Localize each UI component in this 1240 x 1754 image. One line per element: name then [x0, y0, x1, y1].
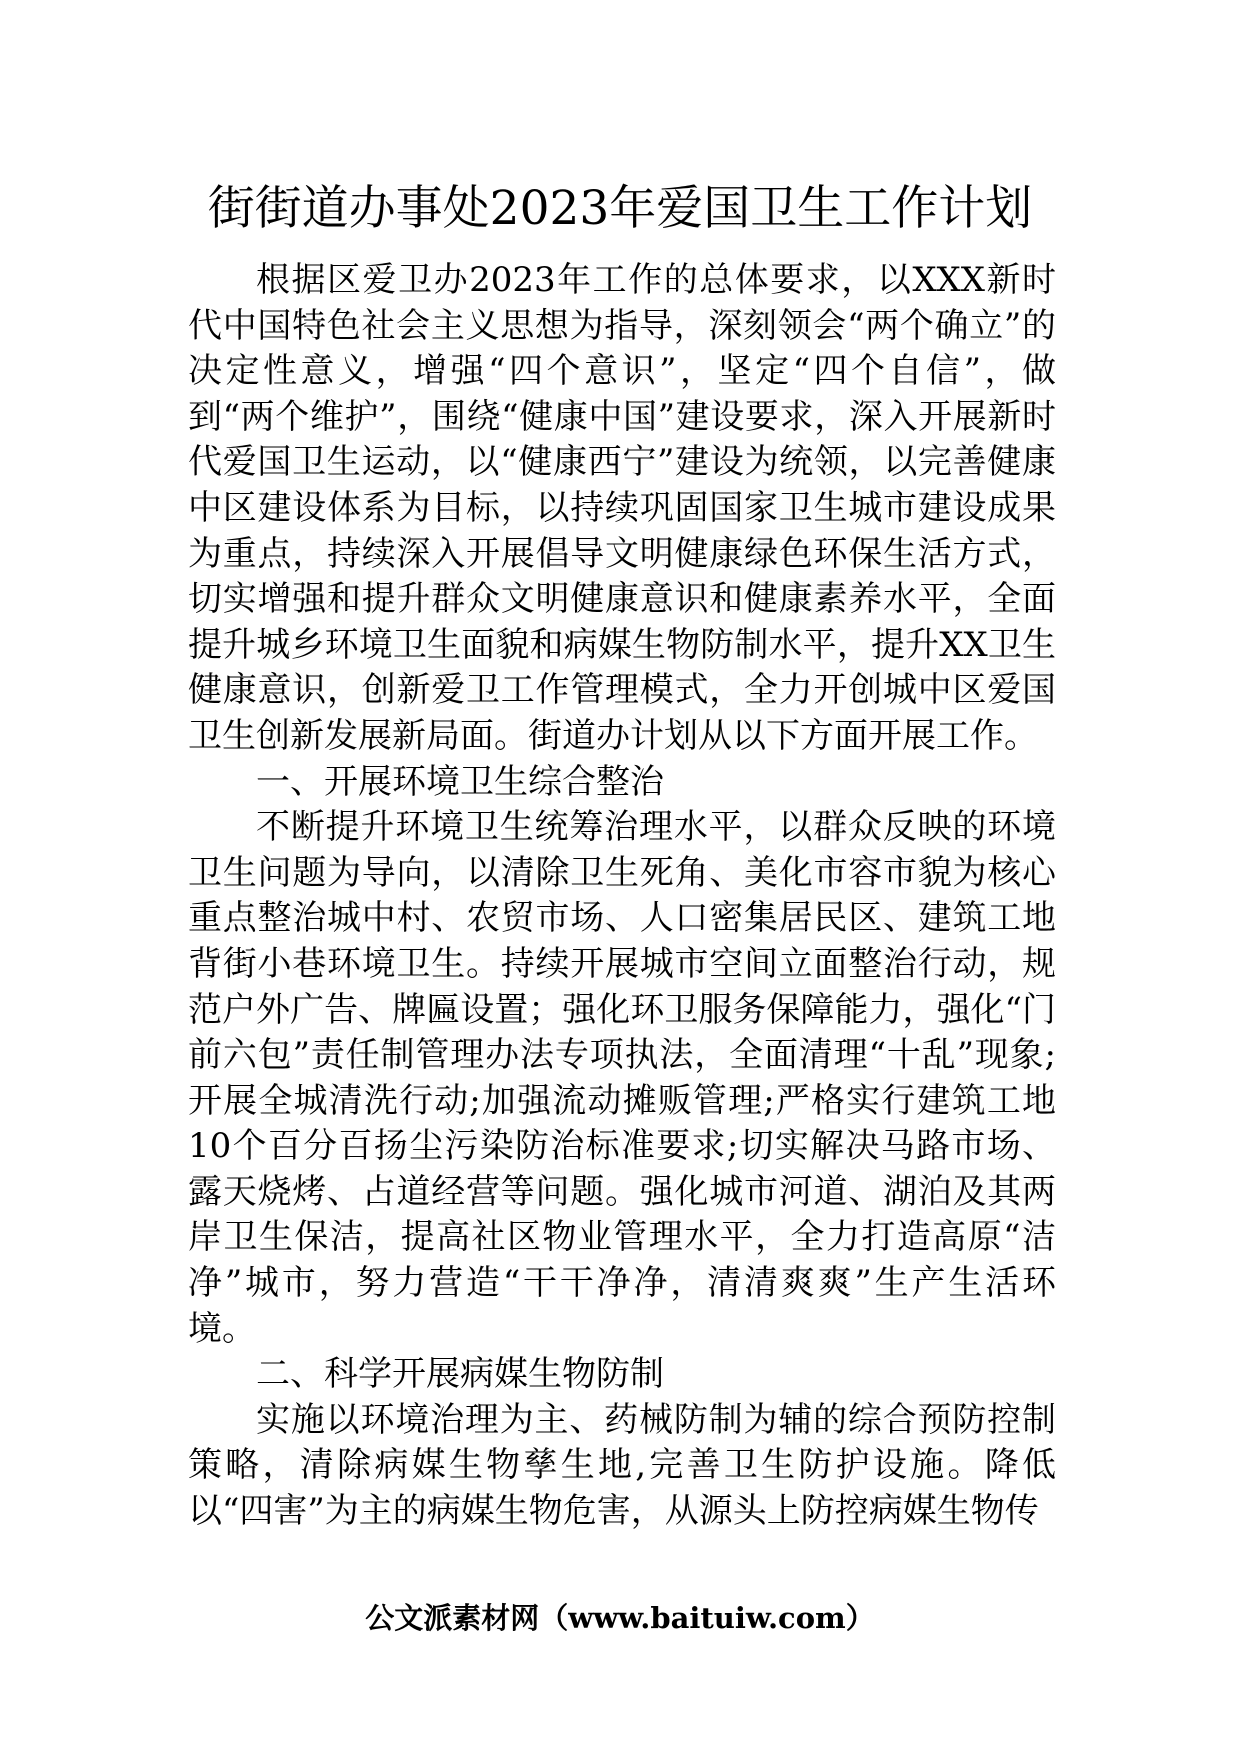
section-2-paragraph: 实施以环境治理为主、药械防制为辅的综合预防控制策略，清除病媒生物孳生地,完善卫生防护设施。降低以“四害”为主的病媒生物危害，从源头上防控病媒生物传 [188, 1399, 1056, 1532]
section-1-heading: 一、开展环境卫生综合整治 [256, 761, 664, 802]
footer-watermark: 公文派素材网（www.baituiw.com） [365, 1601, 875, 1635]
document-title: 街街道办事处2023年爱国卫生工作计划 [207, 181, 1033, 236]
section-2-heading: 二、科学开展病媒生物防制 [256, 1354, 664, 1395]
document-body [188, 258, 1056, 1535]
section-1-paragraph: 不断提升环境卫生统筹治理水平，以群众反映的环境卫生问题为导向，以清除卫生死角、美化市容市貌为核心重点整治城中村、农贸市场、人口密集居民区、建筑工地背街小巷环境卫生。持续开展城市空间立面整治行动，规范户外广告、牌匾设置；强化环卫服务保障能力，强化“门前六包”责任制管理办法专项执法，全面清理“十乱”现象;开展全城清洗行动;加强流动摊贩管理;严格实行建筑工地10个百分百扬尘污染防治标准要求;切实解决马路市场、露天烧烤、占道经营等问题。强化城市河道、湖泊及其两岸卫生保洁，提高社区物业管理水平，全力打造高原“洁净”城市，努力营造“干干净净，清清爽爽”生产生活环境。 [188, 807, 1056, 1349]
intro-paragraph: 根据区爱卫办2023年工作的总体要求，以XXX新时代中国特色社会主义思想为指导，深刻领会“两个确立”的决定性意义，增强“四个意识”，坚定“四个自信”，做到“两个维护”，围绕“健康中国”建设要求，深入开展新时代爱国卫生运动，以“健康西宁”建设为统领，以完善健康中区建设体系为目标，以持续巩固国家卫生城市建设成果为重点，持续深入开展倡导文明健康绿色环保生活方式，切实增强和提升群众文明健康意识和健康素养水平，全面提升城乡环境卫生面貌和病媒生物防制水平，提升XX卫生健康意识，创新爱卫工作管理模式，全力开创城中区爱国卫生创新发展新局面。街道办计划从以下方面开展工作。 [188, 260, 1056, 756]
